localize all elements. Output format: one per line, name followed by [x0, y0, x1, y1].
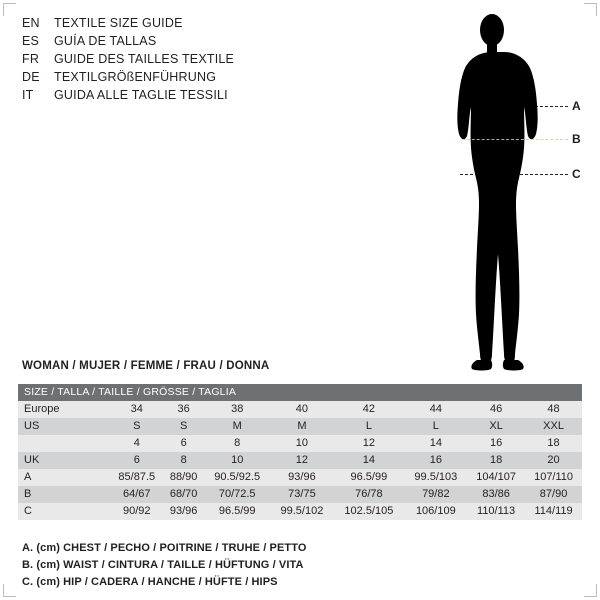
- table-row: [18, 503, 582, 520]
- cell: 110/113: [467, 503, 525, 520]
- cell: 96.5/99: [333, 469, 404, 486]
- cell: 40: [271, 401, 334, 418]
- legend-item-a: A. (cm) CHEST / PECHO / POITRINE / TRUHE / PETTO: [22, 542, 307, 554]
- cell: 46: [467, 401, 525, 418]
- cell: 16: [405, 452, 468, 469]
- measure-line-chest: [460, 106, 568, 107]
- language-code: DE: [22, 70, 40, 84]
- cell: 90.5/92.5: [204, 469, 271, 486]
- row-label: Europe: [18, 401, 110, 418]
- cell: 8: [164, 452, 204, 469]
- row-label: C: [18, 503, 110, 520]
- cell: 93/96: [164, 503, 204, 520]
- cell: 93/96: [271, 469, 334, 486]
- cell: 8: [204, 435, 271, 452]
- cell: 83/86: [467, 486, 525, 503]
- cell: 12: [271, 452, 334, 469]
- cell: 12: [333, 435, 404, 452]
- corner-mark-bottom-left: [3, 584, 16, 597]
- cell: L: [333, 418, 404, 435]
- woman-silhouette-icon: [422, 8, 562, 373]
- cell: 96.5/99: [204, 503, 271, 520]
- cell: 106/109: [405, 503, 468, 520]
- cell: 18: [467, 452, 525, 469]
- cell: 102.5/105: [333, 503, 404, 520]
- cell: 104/107: [467, 469, 525, 486]
- cell: 14: [333, 452, 404, 469]
- table-row: [18, 418, 582, 435]
- corner-mark-bottom-right: [584, 584, 597, 597]
- language-row: [22, 88, 322, 106]
- table-row: [18, 469, 582, 486]
- table-row: [18, 401, 582, 418]
- cell: XL: [467, 418, 525, 435]
- cell: 42: [333, 401, 404, 418]
- language-title: TEXTILE SIZE GUIDE: [54, 16, 183, 30]
- cell: 88/90: [164, 469, 204, 486]
- cell: 99.5/102: [271, 503, 334, 520]
- language-row: [22, 70, 322, 88]
- language-row: [22, 52, 322, 70]
- language-code: IT: [22, 88, 34, 102]
- cell: 85/87.5: [110, 469, 164, 486]
- cell: M: [204, 418, 271, 435]
- cell: 70/72.5: [204, 486, 271, 503]
- cell: 14: [405, 435, 468, 452]
- cell: 10: [271, 435, 334, 452]
- table-row: [18, 486, 582, 503]
- cell: 64/67: [110, 486, 164, 503]
- cell: 79/82: [405, 486, 468, 503]
- cell: 18: [525, 435, 582, 452]
- language-row: [22, 34, 322, 52]
- cell: 38: [204, 401, 271, 418]
- language-title-list: [22, 16, 322, 106]
- cell: 6: [110, 452, 164, 469]
- measure-label-a: A: [572, 99, 581, 113]
- language-code: FR: [22, 52, 40, 66]
- cell: 99.5/103: [405, 469, 468, 486]
- cell: 36: [164, 401, 204, 418]
- cell: 16: [467, 435, 525, 452]
- cell: 73/75: [271, 486, 334, 503]
- table-row: [18, 452, 582, 469]
- cell: 34: [110, 401, 164, 418]
- row-label: A: [18, 469, 110, 486]
- legend-item-c: C. (cm) HIP / CADERA / HANCHE / HÜFTE / HIPS: [22, 576, 278, 588]
- cell: 6: [164, 435, 204, 452]
- corner-mark-top-left: [3, 3, 16, 16]
- language-title: GUÍA DE TALLAS: [54, 34, 157, 48]
- language-row: [22, 16, 322, 34]
- cell: 10: [204, 452, 271, 469]
- section-heading-woman: WOMAN / MUJER / FEMME / FRAU / DONNA: [22, 360, 270, 372]
- row-label: [18, 435, 110, 452]
- cell: S: [164, 418, 204, 435]
- row-label: B: [18, 486, 110, 503]
- cell: 20: [525, 452, 582, 469]
- size-table: [18, 384, 582, 520]
- row-label: UK: [18, 452, 110, 469]
- row-label: US: [18, 418, 110, 435]
- language-code: ES: [22, 34, 40, 48]
- cell: 87/90: [525, 486, 582, 503]
- cell: 4: [110, 435, 164, 452]
- cell: 48: [525, 401, 582, 418]
- measure-line-hip: [460, 174, 568, 175]
- cell: 114/119: [525, 503, 582, 520]
- cell: 68/70: [164, 486, 204, 503]
- cell: 76/78: [333, 486, 404, 503]
- cell: 90/92: [110, 503, 164, 520]
- measurement-legend: [22, 540, 307, 591]
- cell: S: [110, 418, 164, 435]
- language-code: EN: [22, 16, 40, 30]
- measure-label-c: C: [572, 167, 581, 181]
- language-title: GUIDA ALLE TAGLIE TESSILI: [54, 88, 228, 102]
- cell: L: [405, 418, 468, 435]
- legend-item-b: B. (cm) WAIST / CINTURA / TAILLE / HÜFTUNG / VITA: [22, 559, 304, 571]
- measure-line-waist: [462, 139, 568, 140]
- language-title: GUIDE DES TAILLES TEXTILE: [54, 52, 235, 66]
- cell: XXL: [525, 418, 582, 435]
- cell: 44: [405, 401, 468, 418]
- table-header-row: [18, 384, 582, 401]
- table-header-label: SIZE / TALLA / TAILLE / GRÖSSE / TAGLIA: [18, 384, 582, 401]
- measure-label-b: B: [572, 132, 581, 146]
- figure-diagram: [400, 8, 600, 378]
- language-title: TEXTILGRÖßENFÜHRUNG: [54, 70, 217, 84]
- table-row: [18, 435, 582, 452]
- cell: M: [271, 418, 334, 435]
- cell: 107/110: [525, 469, 582, 486]
